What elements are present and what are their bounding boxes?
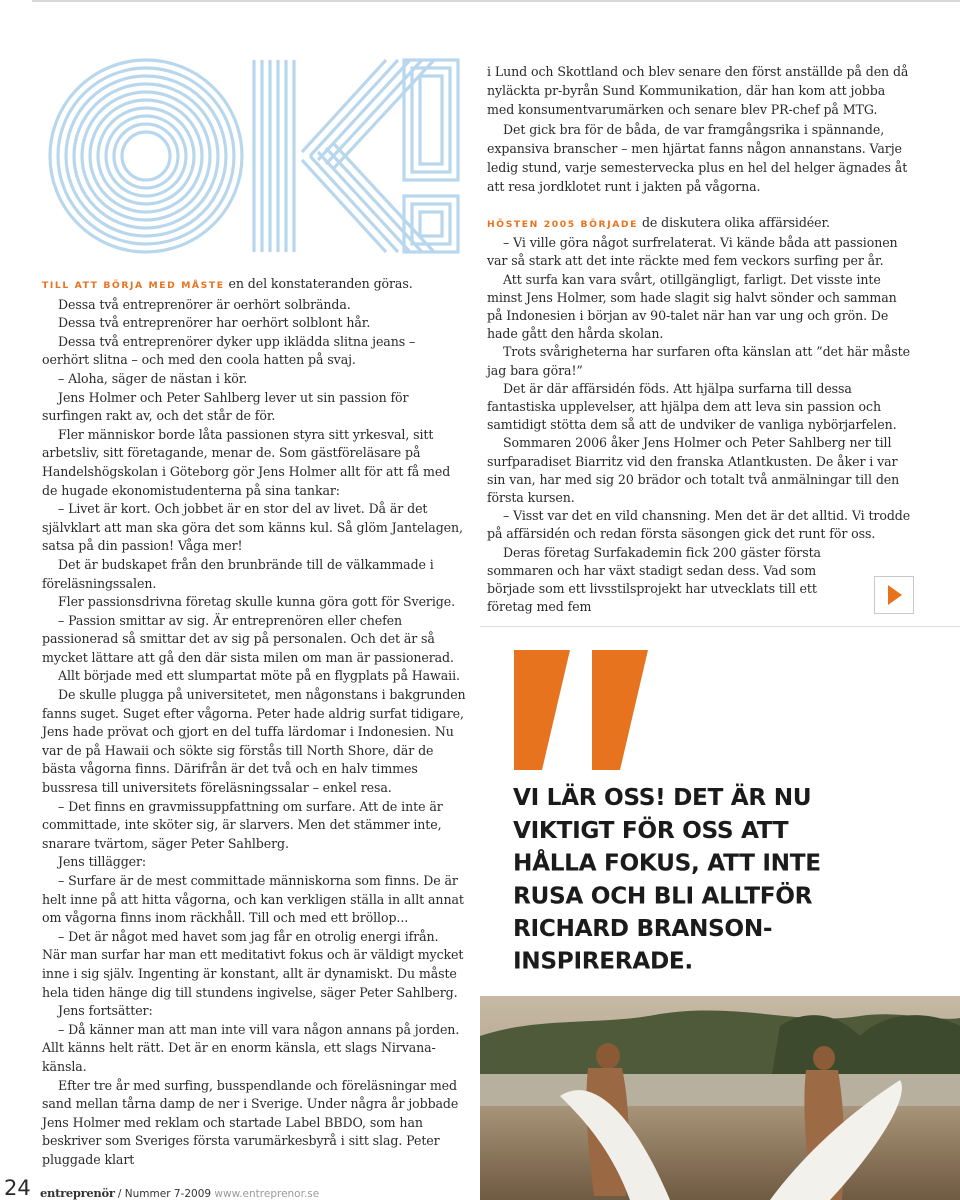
left-paragraph: Fler människor borde låta passionen styra sitt yrkesval, sitt arbetsliv, sitt företagande, menar de. Som gästföreläsare på Handelshögskolan i Göteborg gör Jens Holmer allt för att få med de hugade ekonomistudenterna på sina tankar: xyxy=(42,426,451,498)
right-narrow-paragraph: Deras företag Surfakademin fick 200 gäster första sommaren och har växt stadigt sedan dess. Vad som började som ett livsstilsprojekt har utvecklats till ett företag med fem xyxy=(487,544,821,615)
page-number: 24 xyxy=(4,1176,31,1200)
left-paragraph: – Surfare är de mest committade människorna som finns. De är helt inne på att hitta vågorna, och kan verkligen ställa in allt annat om vågorna finns inom räckhåll. Till och med ett bröllop... xyxy=(42,873,464,926)
ok-logo-graphic xyxy=(46,56,466,256)
left-paragraph: Jens fortsätter: xyxy=(58,1003,153,1019)
left-paragraph: – Det är något med havet som jag får en otrolig energi ifrån. När man surfar har man ett meditativt fokus och är väldigt mycket inne i sig själv. Ingenting är konstant, allt är dynamiskt. Du måste hela tiden hänge dig till stundens ingivelse, säger Peter Sahlberg. xyxy=(42,928,464,1000)
right-mid-paragraphs xyxy=(487,234,915,543)
right-lead-rest: de diskutera olika affärsidéer. xyxy=(638,215,830,230)
left-paragraph: – Det finns en gravmissuppfattning om surfare. Att de inte är committade, inte sköter sig, är slarvers. Men det stämmer inte, snarare tvärtom, säger Peter Sahlberg. xyxy=(42,798,443,851)
left-paragraph: Allt började med ett slumpartat möte på en flygplats på Hawaii. xyxy=(58,668,460,684)
article-right-mid-column xyxy=(487,214,915,616)
right-mid-paragraph: Det är där affärsidén föds. Att hjälpa surfarna till dessa fantastiska upplevelser, att hjälpa dem att leva sin passion och samtidigt stötta dem så att de undviker de vanliga nybörjarfelen. xyxy=(487,380,897,433)
play-triangle-icon xyxy=(875,577,913,613)
right-mid-paragraph: Att surfa kan vara svårt, otillgängligt, farligt. Det visste inte minst Jens Holmer, som hade slagit sig halvt sönder och samman på Indonesien i början av 90-talet när han var ung och grön. De hade gått den hårda skolan. xyxy=(487,271,897,342)
left-lead-caps: TILL ATT BÖRJA MED MÅSTE xyxy=(42,280,225,291)
article-right-top-column xyxy=(487,62,915,196)
right-lead-paragraph xyxy=(487,214,915,234)
right-mid-paragraph: Trots svårigheterna har surfaren ofta känslan att ”det här måste jag bara göra!” xyxy=(487,344,910,378)
left-lead-paragraph xyxy=(42,275,466,296)
left-paragraph: – Livet är kort. Och jobbet är en stor del av livet. Då är det självklart att man ska göra det som känns kul. Så glöm Jantelagen, satsa på din passion! Våga mer! xyxy=(42,501,463,554)
left-paragraph: – Då känner man att man inte vill vara någon annans på jorden. Allt känns helt rätt. Det är en enorm känsla, ett slags Nirvana-känsla. xyxy=(42,1021,460,1074)
right-top-paragraph: i Lund och Skottland och blev senare den först anställde på den då nyläckta pr-byrån Sund Kommunikation, där han kom att jobba med konsumentvarumärken och senare blev PR-chef på MTG. xyxy=(487,64,909,118)
left-paragraph: – Aloha, säger de nästan i kör. xyxy=(58,370,248,386)
left-paragraph: Jens tillägger: xyxy=(58,854,147,870)
footer-credit xyxy=(40,1186,319,1200)
magazine-name: entreprenör xyxy=(40,1186,115,1200)
top-rule xyxy=(32,0,960,2)
pull-quote: VI LÄR OSS! DET ÄR NU VIKTIGT FÖR OSS ATT HÅLLA FOKUS, ATT INTE RUSA OCH BLI ALLTFÖR RICHARD BRANSON-INSPIRERADE. xyxy=(513,784,821,975)
left-paragraph: Dessa två entreprenörer dyker upp iklädda slitna jeans – oerhört slitna – och med den coola hatten på svaj. xyxy=(42,333,416,368)
left-paragraph: Det är budskapet från den brunbrände till de välkammade i föreläsningssalen. xyxy=(42,556,434,591)
right-mid-paragraph: Sommaren 2006 åker Jens Holmer och Peter Sahlberg ner till surfparadiset Biarritz vid den franska Atlantkusten. De åker i var sin van, har med sig 20 brädor och totalt två anmälningar till den första kursen. xyxy=(487,435,900,506)
page-footer xyxy=(0,1172,480,1200)
left-paragraph: – Passion smittar av sig. Är entreprenören eller chefen passionerad så smittar det av sig på personalen. Och det är så mycket lättare att gå den där sista milen om man är passionerad. xyxy=(42,612,454,665)
left-lead-rest: en del konstateranden göras. xyxy=(224,276,413,291)
section-divider xyxy=(480,626,960,627)
left-paragraph: Dessa två entreprenörer har oerhört solblont hår. xyxy=(58,315,371,331)
article-left-column xyxy=(42,275,466,1170)
continue-arrow-button[interactable] xyxy=(874,576,914,614)
left-paragraph: Jens Holmer och Peter Sahlberg lever ut sin passion för surfingen rakt av, och det står de för. xyxy=(42,389,409,424)
surfers-photo xyxy=(480,996,960,1200)
left-paragraph: Efter tre år med surfing, busspendlande och föreläsningar med sand mellan tårna damp de ner i Sverige. Under några år jobbade Jens Holmer med reklam och startade Label BBDO, som han beskriver som Sveriges första varumärkesbyrå i sitt slag. Peter pluggade klart xyxy=(42,1077,459,1167)
left-paragraphs xyxy=(42,296,466,1170)
issue-label: / Nummer 7-2009 xyxy=(114,1188,215,1200)
closing-quote-icon xyxy=(508,650,658,770)
right-lead-caps: HÖSTEN 2005 BÖRJADE xyxy=(487,219,639,230)
right-mid-paragraph: – Visst var det en vild chansning. Men det är det alltid. Vi trodde på affärsidén och redan första säsongen gick det runt för oss. xyxy=(487,508,911,542)
footer-url[interactable]: www.entreprenor.se xyxy=(214,1188,320,1200)
left-paragraph: Fler passionsdrivna företag skulle kunna göra gott för Sverige. xyxy=(58,594,455,610)
right-mid-paragraph: – Vi ville göra något surfrelaterat. Vi kände båda att passionen var så stark att det inte räckte med fem veckors surfing per år. xyxy=(487,235,898,269)
right-top-paragraphs xyxy=(487,62,915,196)
left-paragraph: De skulle plugga på universitetet, men någonstans i bakgrunden fanns suget. Suget efter vågorna. Peter hade aldrig surfat tidigare, Jens hade prövat och gjort en del tuffa lärdomar i Indonesien. Nu var de på Hawaii och sökte sig förstås till North Shore, där de bästa vågorna finns. Därifrån är det två och en halv timmes bussresa till universitets föreläsningssalar – enkel resa. xyxy=(42,687,466,796)
right-top-paragraph: Det gick bra för de båda, de var framgångsrika i spännande, expansiva branscher – men hjärtat fanns någon annanstans. Varje ledig stund, varje semestervecka plus en hel del helger ägnades åt att resa jordklotet runt i jakten på vågorna. xyxy=(487,121,908,195)
left-paragraph: Dessa två entreprenörer är oerhört solbrända. xyxy=(58,296,351,312)
